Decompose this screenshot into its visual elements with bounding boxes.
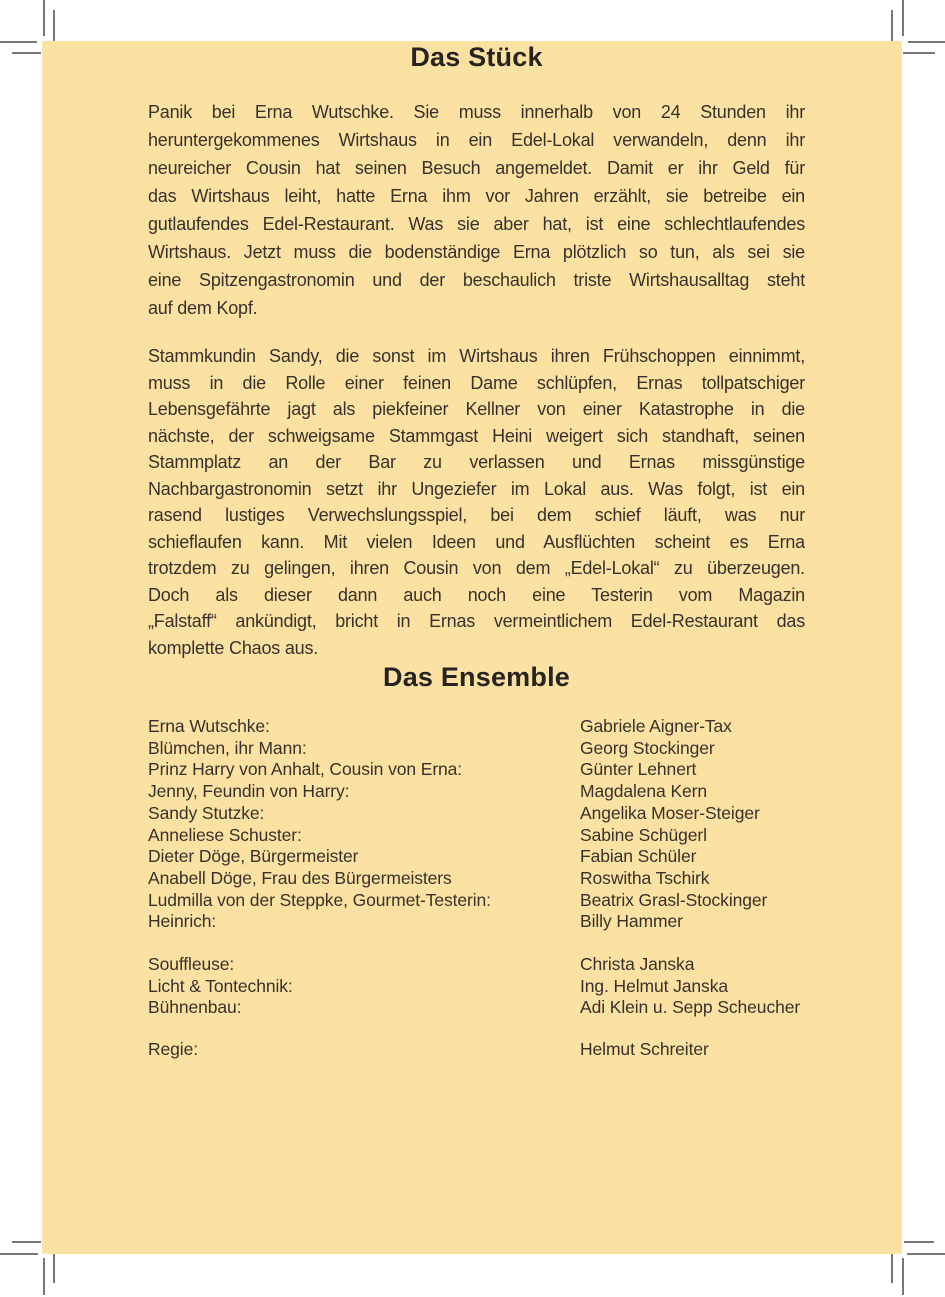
cast-row xyxy=(148,781,805,803)
cast-row xyxy=(148,846,805,868)
crop-mark xyxy=(907,1253,945,1255)
cast-role: Anabell Döge, Frau des Bürgermeisters xyxy=(148,867,452,888)
crop-mark xyxy=(53,1254,55,1283)
text-line: „Falstaff“ ankündigt, bricht in Ernas vermeintlichem Edel-Restaurant das xyxy=(148,611,805,631)
text-line: eine Spitzengastronomin und der beschaulich triste Wirtshausalltag steht xyxy=(148,270,805,290)
cast-role: Anneliese Schuster: xyxy=(148,824,302,845)
crop-mark xyxy=(0,41,37,43)
text-line: nächste, der schweigsame Stammgast Heini weigert sich standhaft, seinen xyxy=(148,425,805,446)
crop-mark xyxy=(53,10,55,41)
text-line: gutlaufendes Edel-Restaurant. Was sie aber hat, ist eine schlechtlaufendes xyxy=(148,214,805,234)
cast-performer: Angelika Moser-Steiger xyxy=(580,802,760,823)
cast-performer: Magdalena Kern xyxy=(580,781,708,802)
crop-mark xyxy=(12,1241,41,1243)
crew-row xyxy=(148,954,805,976)
crew-performer: Ing. Helmut Janska xyxy=(580,975,728,996)
text-line: rasend lustiges Verwechslungsspiel, bei dem schief läuft, was nur xyxy=(148,505,805,525)
regie-role: Regie: xyxy=(148,1039,198,1060)
cast-role: Erna Wutschke: xyxy=(148,716,270,736)
cast-performer: Gabriele Aigner-Tax xyxy=(580,716,732,736)
cast-role: Prinz Harry von Anhalt, Cousin von Erna: xyxy=(148,759,463,780)
cast-performer: Beatrix Grasl-Stockinger xyxy=(580,889,768,910)
cast-row xyxy=(148,716,805,738)
cast-row xyxy=(148,803,805,825)
crew-performer: Adi Klein u. Sepp Scheucher xyxy=(580,997,801,1018)
cast-role: Sandy Stutzke: xyxy=(148,802,265,823)
crop-mark xyxy=(12,52,41,54)
text-line: komplette Chaos aus. xyxy=(148,637,319,658)
cast-role: Dieter Döge, Bürgermeister xyxy=(148,846,359,867)
crew-row xyxy=(148,976,805,998)
cast-role: Heinrich: xyxy=(148,911,217,932)
text-line: das Wirtshaus leiht, hatte Erna ihm vor Jahren erzählt, sie betreibe ein xyxy=(148,186,805,206)
crew-performer: Christa Janska xyxy=(580,954,695,975)
text-line: Stammkundin Sandy, die sonst im Wirtshaus ihren Frühschoppen einnimmt, xyxy=(148,346,805,366)
cast-row xyxy=(148,868,805,890)
crop-mark xyxy=(891,10,893,41)
text-line: schieflaufen kann. Mit vielen Ideen und Ausflüchten scheint es Erna xyxy=(148,531,805,552)
program-card xyxy=(42,41,902,1254)
text-line: Wirtshaus. Jetzt muss die bodenständige Erna plötzlich so tun, als sei sie xyxy=(148,242,805,262)
text-line: heruntergekommenes Wirtshaus in ein Edel-Lokal verwandeln, denn ihr xyxy=(148,130,805,150)
crop-mark xyxy=(903,52,935,54)
cast-row xyxy=(148,759,805,781)
crop-mark xyxy=(0,1253,38,1255)
text-line: auf dem Kopf. xyxy=(148,298,258,318)
crop-mark xyxy=(891,1254,893,1283)
cast-performer: Roswitha Tschirk xyxy=(580,867,710,888)
cast-row xyxy=(148,738,805,760)
cast-list xyxy=(148,716,805,933)
cast-performer: Günter Lehnert xyxy=(580,759,697,780)
text-line: neureicher Cousin hat seinen Besuch angemeldet. Damit er ihr Geld für xyxy=(148,158,805,178)
text-line: Nachbargastronomin setzt ihr Ungeziefer im Lokal aus. Was folgt, ist ein xyxy=(148,478,805,499)
text-line: Stammplatz an der Bar zu verlassen und Ernas missgünstige xyxy=(148,452,805,472)
cast-row xyxy=(148,911,805,933)
crew-row xyxy=(148,997,805,1019)
cast-performer: Fabian Schüler xyxy=(580,846,697,867)
section-title-ensemble: Das Ensemble xyxy=(383,662,570,692)
regie-row xyxy=(148,1039,805,1061)
crop-mark xyxy=(902,0,904,36)
section-title-stueck: Das Stück xyxy=(410,42,543,72)
crew-role: Bühnenbau: xyxy=(148,997,242,1018)
text-line: trotzdem zu gelingen, ihren Cousin von dem „Edel-Lokal“ zu überzeugen. xyxy=(148,558,805,578)
text-line: muss in die Rolle einer feinen Dame schlüpfen, Ernas tollpatschiger xyxy=(148,372,805,393)
cast-role: Blümchen, ihr Mann: xyxy=(148,737,307,758)
crew-role: Souffleuse: xyxy=(148,954,235,975)
crop-mark xyxy=(902,1258,904,1295)
cast-role: Ludmilla von der Steppke, Gourmet-Testerin: xyxy=(148,889,491,910)
cast-performer: Billy Hammer xyxy=(580,911,683,932)
crop-mark xyxy=(904,1241,934,1243)
synopsis-paragraph-2 xyxy=(148,343,805,661)
cast-performer: Sabine Schügerl xyxy=(580,824,707,845)
crop-mark xyxy=(43,1258,45,1295)
crop-mark xyxy=(43,0,45,36)
synopsis-paragraph-1 xyxy=(148,98,805,322)
cast-performer: Georg Stockinger xyxy=(580,737,715,758)
text-line: Doch als dieser dann auch noch eine Testerin vom Magazin xyxy=(148,584,805,605)
crew-role: Licht & Tontechnik: xyxy=(148,975,293,996)
cast-row xyxy=(148,890,805,912)
cast-row xyxy=(148,825,805,847)
crop-mark xyxy=(908,41,945,43)
text-line: Lebensgefährte jagt als piekfeiner Kellner von einer Katastrophe in die xyxy=(148,399,805,419)
regie-performer: Helmut Schreiter xyxy=(580,1039,709,1060)
crew-list xyxy=(148,954,805,1019)
cast-role: Jenny, Feundin von Harry: xyxy=(148,781,350,802)
text-line: Panik bei Erna Wutschke. Sie muss innerhalb von 24 Stunden ihr xyxy=(148,102,805,122)
